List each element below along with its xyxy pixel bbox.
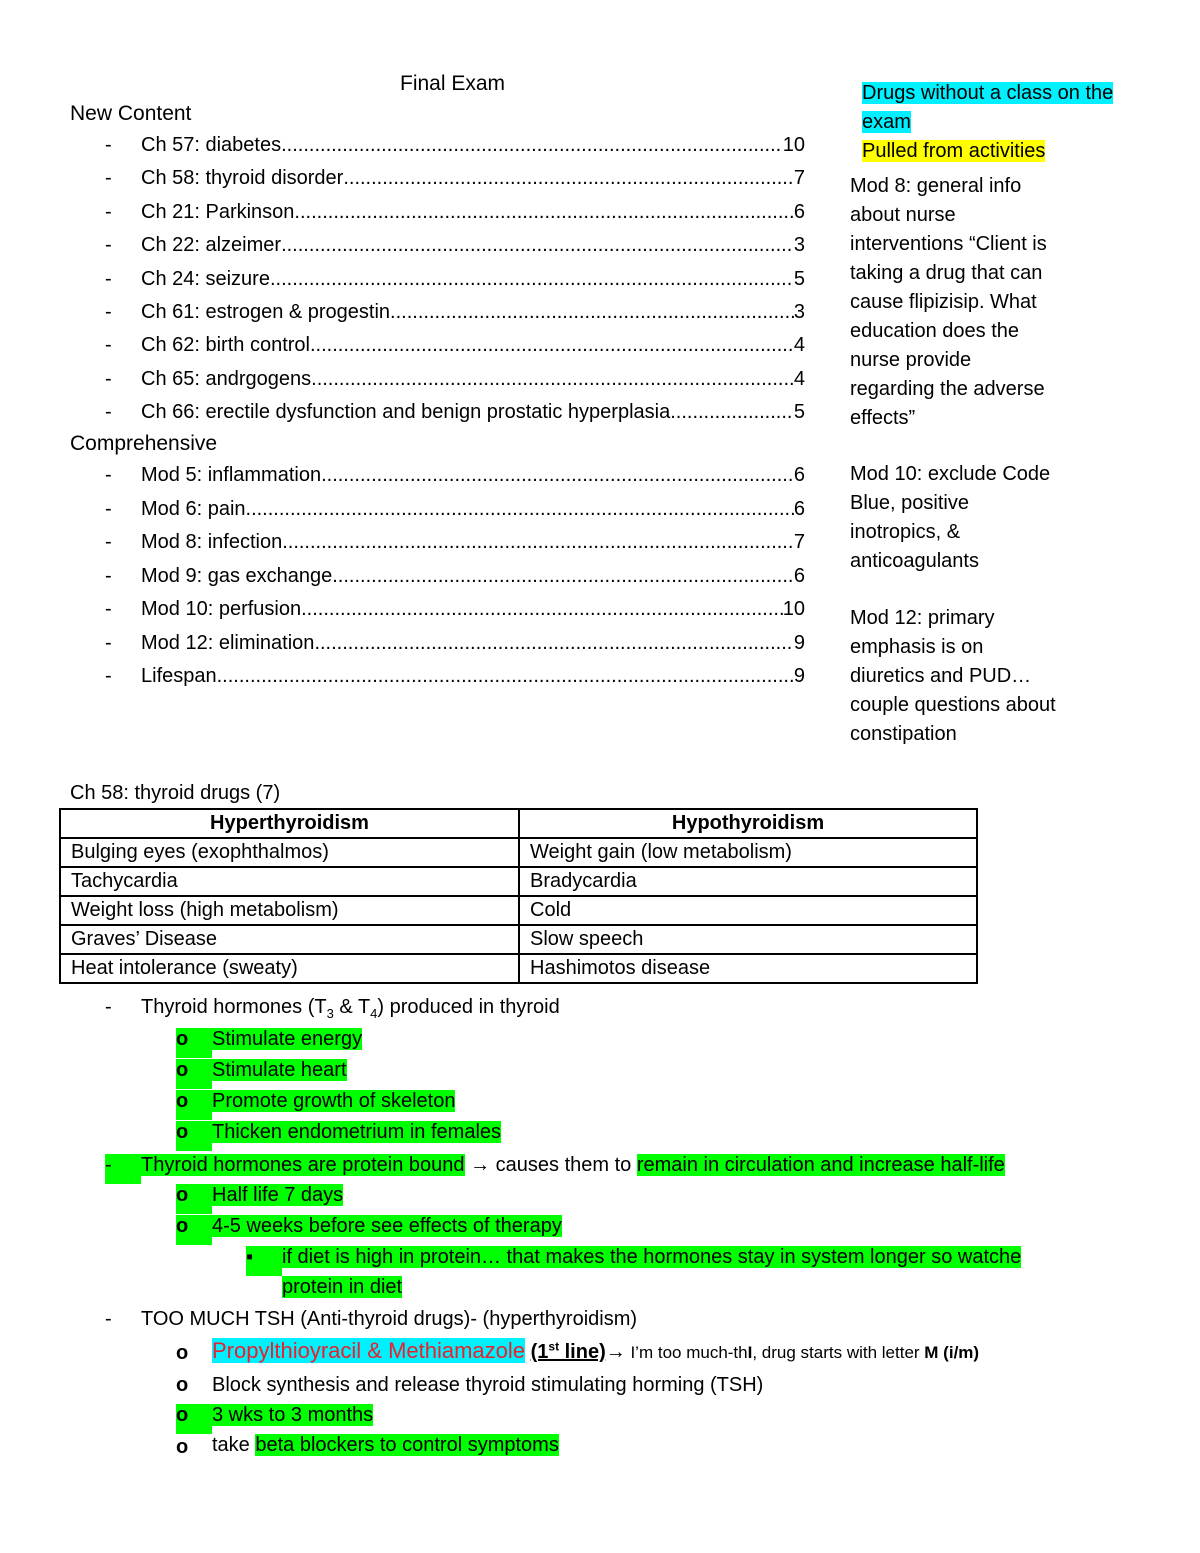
table-row xyxy=(60,896,977,925)
bullet-dash: - xyxy=(105,301,112,323)
leader-dots xyxy=(310,334,794,357)
circle-bullet: o xyxy=(176,1215,212,1245)
bullet-dash: - xyxy=(105,134,112,156)
bullet-dash: - xyxy=(105,401,112,424)
thyroid-table xyxy=(59,808,978,984)
sub-item: Stimulate energy xyxy=(212,1028,363,1050)
bullet-dash: - xyxy=(105,167,112,190)
new-content-item xyxy=(105,234,805,264)
leader-dots xyxy=(217,665,794,688)
comprehensive-item xyxy=(105,531,805,561)
bullet-dash: - xyxy=(105,497,112,520)
new-content-item xyxy=(105,268,805,298)
hyper-cell: Graves’ Disease xyxy=(60,925,519,954)
leader-dots xyxy=(390,301,794,324)
item-count: 3 xyxy=(793,234,805,257)
note-mod12: Mod 12: primary emphasis is on diuretics and PUD… couple questions about constipation xyxy=(850,607,1056,745)
item-count: 10 xyxy=(782,134,805,156)
legend-yellow: Pulled from activities xyxy=(862,140,1046,162)
circle-bullet: o xyxy=(176,1121,212,1151)
leader-dots xyxy=(281,234,794,257)
circle-bullet: o xyxy=(176,1436,189,1458)
bullet-dash: - xyxy=(105,1154,141,1184)
leader-dots xyxy=(332,565,794,588)
hypo-cell: Weight gain (low metabolism) xyxy=(519,838,977,867)
leader-dots xyxy=(670,401,794,424)
leader-dots xyxy=(321,464,794,487)
note-mod10: Mod 10: exclude Code Blue, positive inotropics, & anticoagulants xyxy=(850,463,1051,572)
protein-diet-note-2: protein in diet xyxy=(282,1276,403,1298)
leader-dots xyxy=(270,268,794,291)
leader-dots xyxy=(294,201,793,224)
table-row xyxy=(60,838,977,867)
circle-bullet: o xyxy=(176,1404,212,1434)
circle-bullet: o xyxy=(176,1059,212,1089)
bullet-dash: - xyxy=(105,996,112,1018)
legend-cyan-2: exam xyxy=(862,111,911,133)
item-count: 5 xyxy=(793,401,805,424)
bullet-dash: - xyxy=(105,234,112,257)
item-count: 4 xyxy=(793,367,805,390)
hyper-cell: Tachycardia xyxy=(60,867,519,896)
comprehensive-item xyxy=(105,665,805,695)
bullet-dash: - xyxy=(105,598,112,620)
circle-bullet: o xyxy=(176,1090,212,1120)
item-count: 5 xyxy=(793,267,805,290)
new-content-heading: New Content xyxy=(70,102,192,125)
bullet-protein-bound: Thyroid hormones are protein bound → causes them to remain in circulation and increase half-life xyxy=(141,1154,1005,1176)
hypo-cell: Slow speech xyxy=(519,925,977,954)
comprehensive-item xyxy=(105,565,805,595)
leader-dots xyxy=(343,167,794,190)
beta-blockers-note: take beta blockers to control symptoms xyxy=(212,1434,559,1456)
item-label: Ch 21: Parkinson xyxy=(141,200,295,223)
bullet-too-much-tsh: TOO MUCH TSH (Anti-thyroid drugs)- (hyperthyroidism) xyxy=(141,1308,638,1330)
bullet-dash: - xyxy=(105,334,112,357)
comprehensive-item xyxy=(105,464,805,494)
leader-dots xyxy=(281,134,783,157)
note-mod8: Mod 8: general info about nurse interventions “Client is taking a drug that can cause flipizisip. What education does the nurse provide regarding the adverse effects” xyxy=(850,175,1047,429)
item-label: Mod 8: infection xyxy=(141,531,283,553)
bullet-dash: - xyxy=(105,631,112,654)
item-label: Lifespan xyxy=(141,665,217,687)
hyper-cell: Weight loss (high metabolism) xyxy=(60,896,519,925)
hyper-cell: Heat intolerance (sweaty) xyxy=(60,954,519,983)
bullet-thyroid-hormones: Thyroid hormones ($T_3$ & $T_4$) produced in thyroid xyxy=(141,996,560,1021)
item-label: Mod 9: gas exchange xyxy=(141,564,333,587)
new-content-item xyxy=(105,167,805,197)
item-count: 6 xyxy=(793,497,805,520)
new-content-item xyxy=(105,201,805,231)
bullet-dash: - xyxy=(105,267,112,290)
sub-item: Thicken endometrium in females xyxy=(212,1121,502,1143)
item-label: Ch 62: birth control xyxy=(141,334,310,357)
bullet-dash: - xyxy=(105,464,112,486)
bullet-dash: - xyxy=(105,531,112,553)
header-hyperthyroidism: Hyperthyroidism xyxy=(60,809,519,838)
bullet-dash: - xyxy=(105,200,112,223)
legend-cyan: Drugs without a class on the xyxy=(862,82,1114,104)
item-label: Mod 10: perfusion xyxy=(141,598,302,620)
new-content-item xyxy=(105,134,805,164)
drug-name: Propylthioyracil & Methiamazole xyxy=(212,1338,526,1363)
bullet-dash: - xyxy=(105,367,112,390)
table-row xyxy=(60,954,977,983)
comprehensive-item xyxy=(105,598,805,628)
thyroid-heading: Ch 58: thyroid drugs (7) xyxy=(70,782,281,804)
sub-item: Promote growth of skeleton xyxy=(212,1090,456,1112)
item-count: 4 xyxy=(793,334,805,357)
sub-item: Half life 7 days xyxy=(212,1184,344,1206)
page-title: Final Exam xyxy=(400,72,506,95)
item-count: 7 xyxy=(793,167,805,190)
circle-bullet: o xyxy=(176,1342,189,1364)
hyper-cell: Bulging eyes (exophthalmos) xyxy=(60,838,519,867)
leader-dots xyxy=(282,531,794,554)
table-row xyxy=(60,925,977,954)
item-label: Ch 58: thyroid disorder xyxy=(141,167,344,190)
sub-item: 4-5 weeks before see effects of therapy xyxy=(212,1215,562,1237)
item-label: Ch 61: estrogen & progestin xyxy=(141,301,391,323)
item-label: Ch 22: alzeimer xyxy=(141,234,282,257)
item-label: Ch 65: andrgogens xyxy=(141,367,312,390)
item-label: Mod 6: pain xyxy=(141,497,246,520)
item-count: 9 xyxy=(793,665,805,687)
leader-dots xyxy=(246,498,794,521)
table-row xyxy=(60,867,977,896)
square-bullet: ▪ xyxy=(246,1246,282,1276)
sub-item: Block synthesis and release thyroid stimulating horming (TSH) xyxy=(212,1374,764,1396)
leader-dots xyxy=(311,368,794,391)
circle-bullet: o xyxy=(176,1184,212,1214)
drug-line: Propylthioyracil & Methiamazole (1st line)→ I’m too much-thI, drug starts with letter M (i/m) xyxy=(212,1338,980,1363)
item-count: 6 xyxy=(793,200,805,223)
bullet-dash: - xyxy=(105,665,112,687)
item-count: 6 xyxy=(793,564,805,587)
item-count: 6 xyxy=(793,464,805,486)
hypo-cell: Hashimotos disease xyxy=(519,954,977,983)
item-count: 3 xyxy=(793,301,805,323)
circle-bullet: o xyxy=(176,1028,212,1058)
item-count: 7 xyxy=(793,531,805,553)
header-hypothyroidism: Hypothyroidism xyxy=(519,809,977,838)
bullet-dash: - xyxy=(105,564,112,587)
new-content-item xyxy=(105,334,805,364)
sub-item: 3 wks to 3 months xyxy=(212,1404,374,1426)
bullet-dash: - xyxy=(105,1308,112,1330)
item-label: Mod 12: elimination xyxy=(141,631,315,654)
hypo-cell: Cold xyxy=(519,896,977,925)
comprehensive-item xyxy=(105,498,805,528)
item-label: Ch 24: seizure xyxy=(141,267,270,290)
item-count: 10 xyxy=(782,598,805,620)
legend xyxy=(862,79,1162,166)
circle-bullet: o xyxy=(176,1374,189,1396)
comprehensive-item xyxy=(105,632,805,662)
hypo-cell: Bradycardia xyxy=(519,867,977,896)
sub-item: Stimulate heart xyxy=(212,1059,347,1081)
new-content-item xyxy=(105,401,805,431)
new-content-item xyxy=(105,368,805,398)
protein-diet-note: if diet is high in protein… that makes the hormones stay in system longer so watche xyxy=(282,1246,1022,1268)
item-label: Ch 57: diabetes xyxy=(141,134,282,156)
item-label: Mod 5: inflammation xyxy=(141,464,322,486)
comprehensive-heading: Comprehensive xyxy=(70,432,218,455)
leader-dots xyxy=(301,598,783,621)
new-content-item xyxy=(105,301,805,331)
leader-dots xyxy=(314,632,793,655)
item-label: Ch 66: erectile dysfunction and benign prostatic hyperplasia xyxy=(141,401,671,424)
item-count: 9 xyxy=(793,631,805,654)
